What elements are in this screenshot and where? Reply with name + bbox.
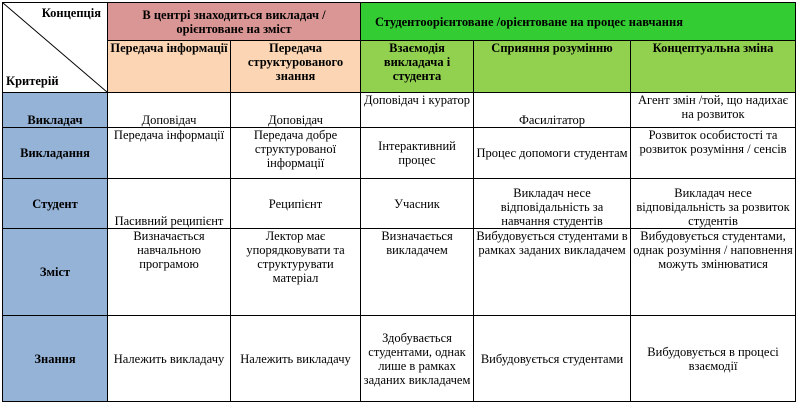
table-cell: Вибудовується студентами в рамках заданих викладачем (474, 229, 631, 316)
concept-label: Концепція (41, 6, 101, 20)
criterion-student: Студент (3, 179, 108, 229)
table-cell: Процес допомоги студентам (474, 128, 631, 179)
criterion-content: Зміст (3, 229, 108, 316)
subheader-conceptual-change: Концептуальна зміна (631, 41, 796, 93)
table-cell: Належить викладачу (231, 316, 361, 402)
teacher-centered-header: В центрі знаходиться викладач / орієнтоване на зміст (108, 3, 361, 41)
table-cell: Передача інформації (108, 128, 231, 179)
table-cell: Агент змін /той, що надихає на розвиток (631, 93, 796, 128)
table-cell: Визначається навчальною програмою (108, 229, 231, 316)
table-cell: Фасилітатор (474, 93, 631, 128)
table-cell: Лектор має упорядковувати та структурувати матеріал (231, 229, 361, 316)
table-cell: Визначається викладачем (361, 229, 474, 316)
table-cell: Інтерактивний процес (361, 128, 474, 179)
subheader-structured-knowledge: Передача структурованого знання (231, 41, 361, 93)
table-cell: Вибудовується студентами (474, 316, 631, 402)
table-cell: Здобувається студентами, однак лише в рамках заданих викладачем (361, 316, 474, 402)
table-cell: Вибудовується студентами, однак розуміння / наповнення можуть змінюватися (631, 229, 796, 316)
subheader-understanding: Сприяння розумінню (474, 41, 631, 93)
table-cell: Учасник (361, 179, 474, 229)
table-cell: Розвиток особистості та розвиток розуміння / сенсів (631, 128, 796, 179)
student-centered-header: Студентоорієнтоване /орієнтоване на процес навчання (361, 3, 796, 41)
table-cell: Передача добре структурованої інформації (231, 128, 361, 179)
table-cell: Доповідач (231, 93, 361, 128)
table-cell: Викладач несе відповідальність за навчання студентів (474, 179, 631, 229)
table-cell: Реципієнт (231, 179, 361, 229)
table-cell: Вибудовується в процесі взаємодії (631, 316, 796, 402)
subheader-interaction: Взаємодія викладача і студента (361, 41, 474, 93)
table-cell: Доповідач і куратор (361, 93, 474, 128)
table-cell: Викладач несе відповідальність за розвиток студентів (631, 179, 796, 229)
table-cell: Належить викладачу (108, 316, 231, 402)
table-cell: Пасивний реципієнт (108, 179, 231, 229)
criteria-label: Критерій (6, 74, 59, 88)
concept-criteria-table (2, 2, 796, 402)
subheader-info-transfer: Передача інформації (108, 41, 231, 93)
criterion-knowledge: Знання (3, 316, 108, 402)
criterion-teacher: Викладач (3, 93, 108, 128)
criterion-teaching: Викладання (3, 128, 108, 179)
header-corner-cell (3, 3, 108, 93)
table-cell: Доповідач (108, 93, 231, 128)
